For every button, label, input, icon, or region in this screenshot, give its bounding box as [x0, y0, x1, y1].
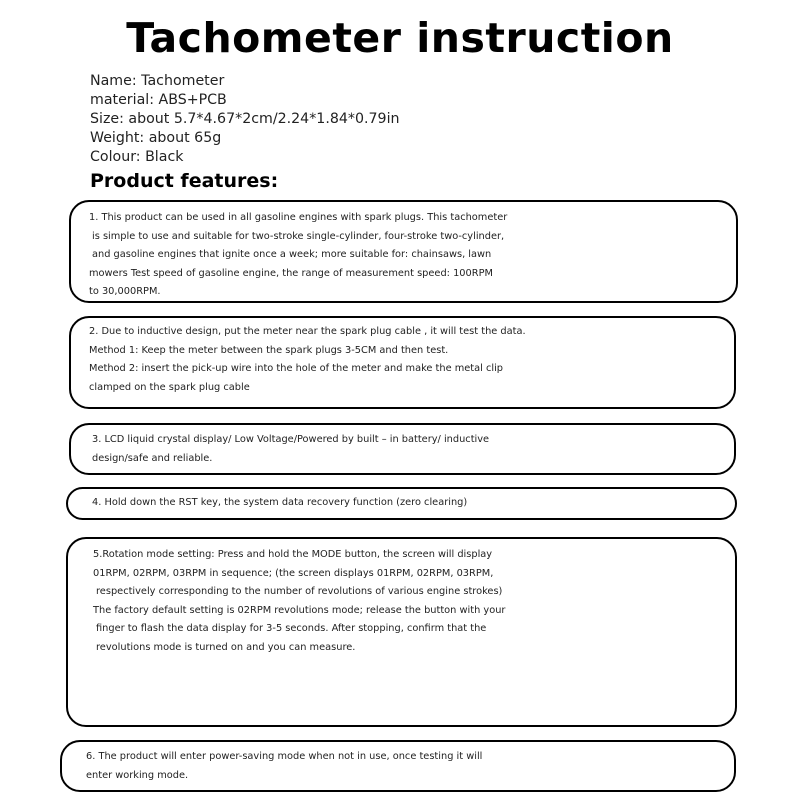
- feature-line: 5.Rotation mode setting: Press and hold the MODE button, the screen will display: [93, 549, 493, 560]
- feature-line: is simple to use and suitable for two-stroke single-cylinder, four-stroke two-cylinder,: [92, 230, 505, 242]
- spec-weight: Weight: about 65g: [90, 130, 222, 146]
- feature-box-2: [69, 316, 736, 409]
- spec-name: Name: Tachometer: [90, 73, 225, 89]
- feature-line: 4. Hold down the RST key, the system data recovery function (zero clearing): [92, 497, 468, 508]
- feature-line: 1. This product can be used in all gasoline engines with spark plugs. This tachometer: [89, 212, 508, 223]
- spec-size: Size: about 5.7*4.67*2cm/2.24*1.84*0.79in: [90, 111, 400, 127]
- feature-line: 6. The product will enter power-saving mode when not in use, once testing it will: [86, 751, 483, 762]
- feature-line: respectively corresponding to the number of revolutions of various engine strokes): [96, 586, 503, 597]
- spec-material: material: ABS+PCB: [90, 92, 227, 108]
- feature-line: Method 1: Keep the meter between the spark plugs 3-5CM and then test.: [89, 344, 449, 356]
- feature-line: 01RPM, 02RPM, 03RPM in sequence; (the screen displays 01RPM, 02RPM, 03RPM,: [93, 567, 494, 579]
- feature-line: finger to flash the data display for 3-5 seconds. After stopping, confirm that the: [96, 623, 487, 634]
- feature-line: mowers Test speed of gasoline engine, the range of measurement speed: 100RPM: [89, 267, 493, 279]
- feature-box-5: [66, 537, 737, 727]
- feature-line: Method 2: insert the pick-up wire into the hole of the meter and make the metal clip: [89, 363, 504, 374]
- feature-box-3: [69, 423, 736, 475]
- spec-colour: Colour: Black: [90, 149, 184, 165]
- feature-line: clamped on the spark plug cable: [89, 381, 250, 393]
- feature-box-6: [60, 740, 736, 792]
- feature-line: revolutions mode is turned on and you can measure.: [96, 641, 356, 653]
- spec-list: [90, 72, 400, 167]
- feature-line: 3. LCD liquid crystal display/ Low Voltage/Powered by built – in battery/ inductive: [92, 434, 490, 445]
- feature-line: 2. Due to inductive design, put the meter near the spark plug cable , it will test the data.: [89, 326, 526, 337]
- feature-box-4: [66, 487, 737, 520]
- feature-line: to 30,000RPM.: [89, 286, 161, 297]
- features-heading: Product features:: [90, 170, 279, 192]
- feature-box-1: [69, 200, 738, 303]
- page-title: Tachometer instruction: [126, 14, 674, 62]
- feature-line: design/safe and reliable.: [92, 452, 213, 464]
- feature-line: and gasoline engines that ignite once a week; more suitable for: chainsaws, lawn: [92, 249, 492, 260]
- feature-line: enter working mode.: [86, 769, 189, 781]
- feature-line: The factory default setting is 02RPM revolutions mode; release the button with your: [93, 604, 506, 616]
